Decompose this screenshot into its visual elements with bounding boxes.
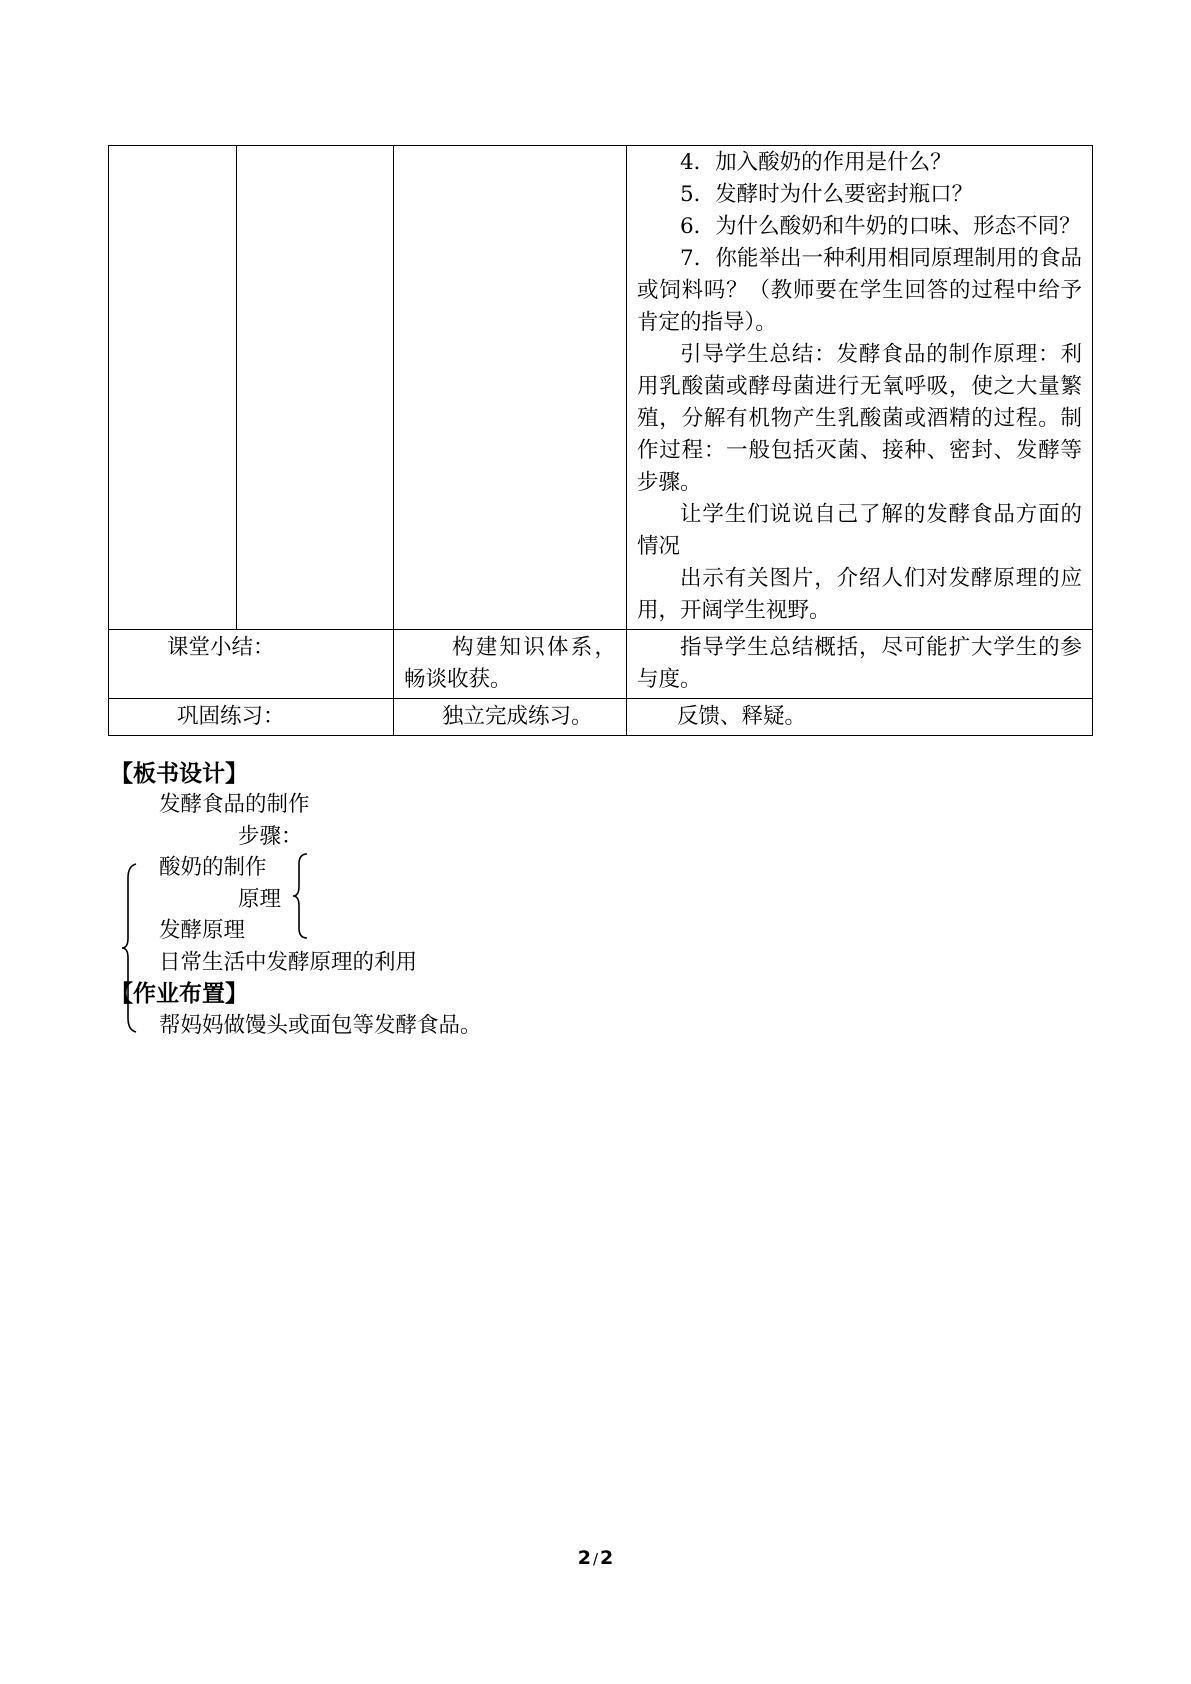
question-7: 7．你能举出一种利用相同原理制用的食品或饲料吗？（教师要在学生回答的过程中给予肯定的指导）。 [637, 246, 1082, 335]
student-activity-text: 构建知识体系，畅谈收获。 [404, 635, 616, 692]
question-5: 5．发酵时为什么要密封瓶口？ [680, 182, 974, 207]
question-6: 6．为什么酸奶和牛奶的口味、形态不同？ [680, 214, 1081, 239]
table-cell [237, 146, 394, 630]
question-4: 4．加入酸奶的作用是什么？ [680, 150, 952, 175]
page-number [0, 1547, 1191, 1569]
table-cell [394, 146, 627, 630]
board-design-heading: 【板书设计】 [110, 761, 248, 787]
student-activity-cell [394, 699, 627, 736]
discussion-paragraph: 让学生们说说自己了解的发酵食品方面的情况 [637, 502, 1082, 559]
board-daily-use: 日常生活中发酵原理的利用 [159, 950, 418, 975]
homework-heading: 【作业布置】 [110, 981, 248, 1007]
student-activity-cell [394, 630, 627, 699]
row-label-cell [109, 699, 394, 736]
pictures-paragraph: 出示有关图片，介绍人们对发酵原理的应用，开阔学生视野。 [637, 566, 1082, 623]
page-separator: / [592, 1550, 599, 1568]
summary-paragraph: 引导学生总结：发酵食品的制作原理：利用乳酸菌或酵母菌进行无氧呼吸，使之大量繁殖，分解有机物产生乳酸菌或酒精的过程。制作过程：一般包括灭菌、接种、密封、发酵等步骤。 [637, 342, 1082, 495]
table-row [109, 146, 1093, 630]
board-steps: 步骤： [238, 824, 303, 849]
board-fermentation-principle: 发酵原理 [159, 918, 246, 943]
teacher-activity-text: 指导学生总结概括，尽可能扩大学生的参与度。 [637, 635, 1082, 692]
table-cell [109, 146, 237, 630]
student-activity-text: 独立完成练习。 [442, 704, 593, 729]
row-label-cell [109, 630, 394, 699]
board-principle: 原理 [238, 887, 282, 912]
page-current: 2 [577, 1547, 591, 1569]
lesson-table [108, 145, 1093, 736]
teacher-activity-cell [627, 630, 1093, 699]
page-total: 2 [600, 1547, 614, 1569]
teacher-activity-cell [627, 699, 1093, 736]
practice-label: 巩固练习： [177, 704, 285, 729]
table-row [109, 630, 1093, 699]
class-summary-label: 课堂小结： [167, 635, 275, 660]
teacher-activity-cell [627, 146, 1093, 630]
homework-text: 帮妈妈做馒头或面包等发酵食品。 [159, 1013, 482, 1038]
right-brace-icon [293, 852, 313, 940]
teacher-activity-text: 反馈、释疑。 [677, 704, 807, 729]
table-row [109, 699, 1093, 736]
board-title: 发酵食品的制作 [159, 792, 310, 817]
board-yogurt: 酸奶的制作 [159, 855, 267, 880]
